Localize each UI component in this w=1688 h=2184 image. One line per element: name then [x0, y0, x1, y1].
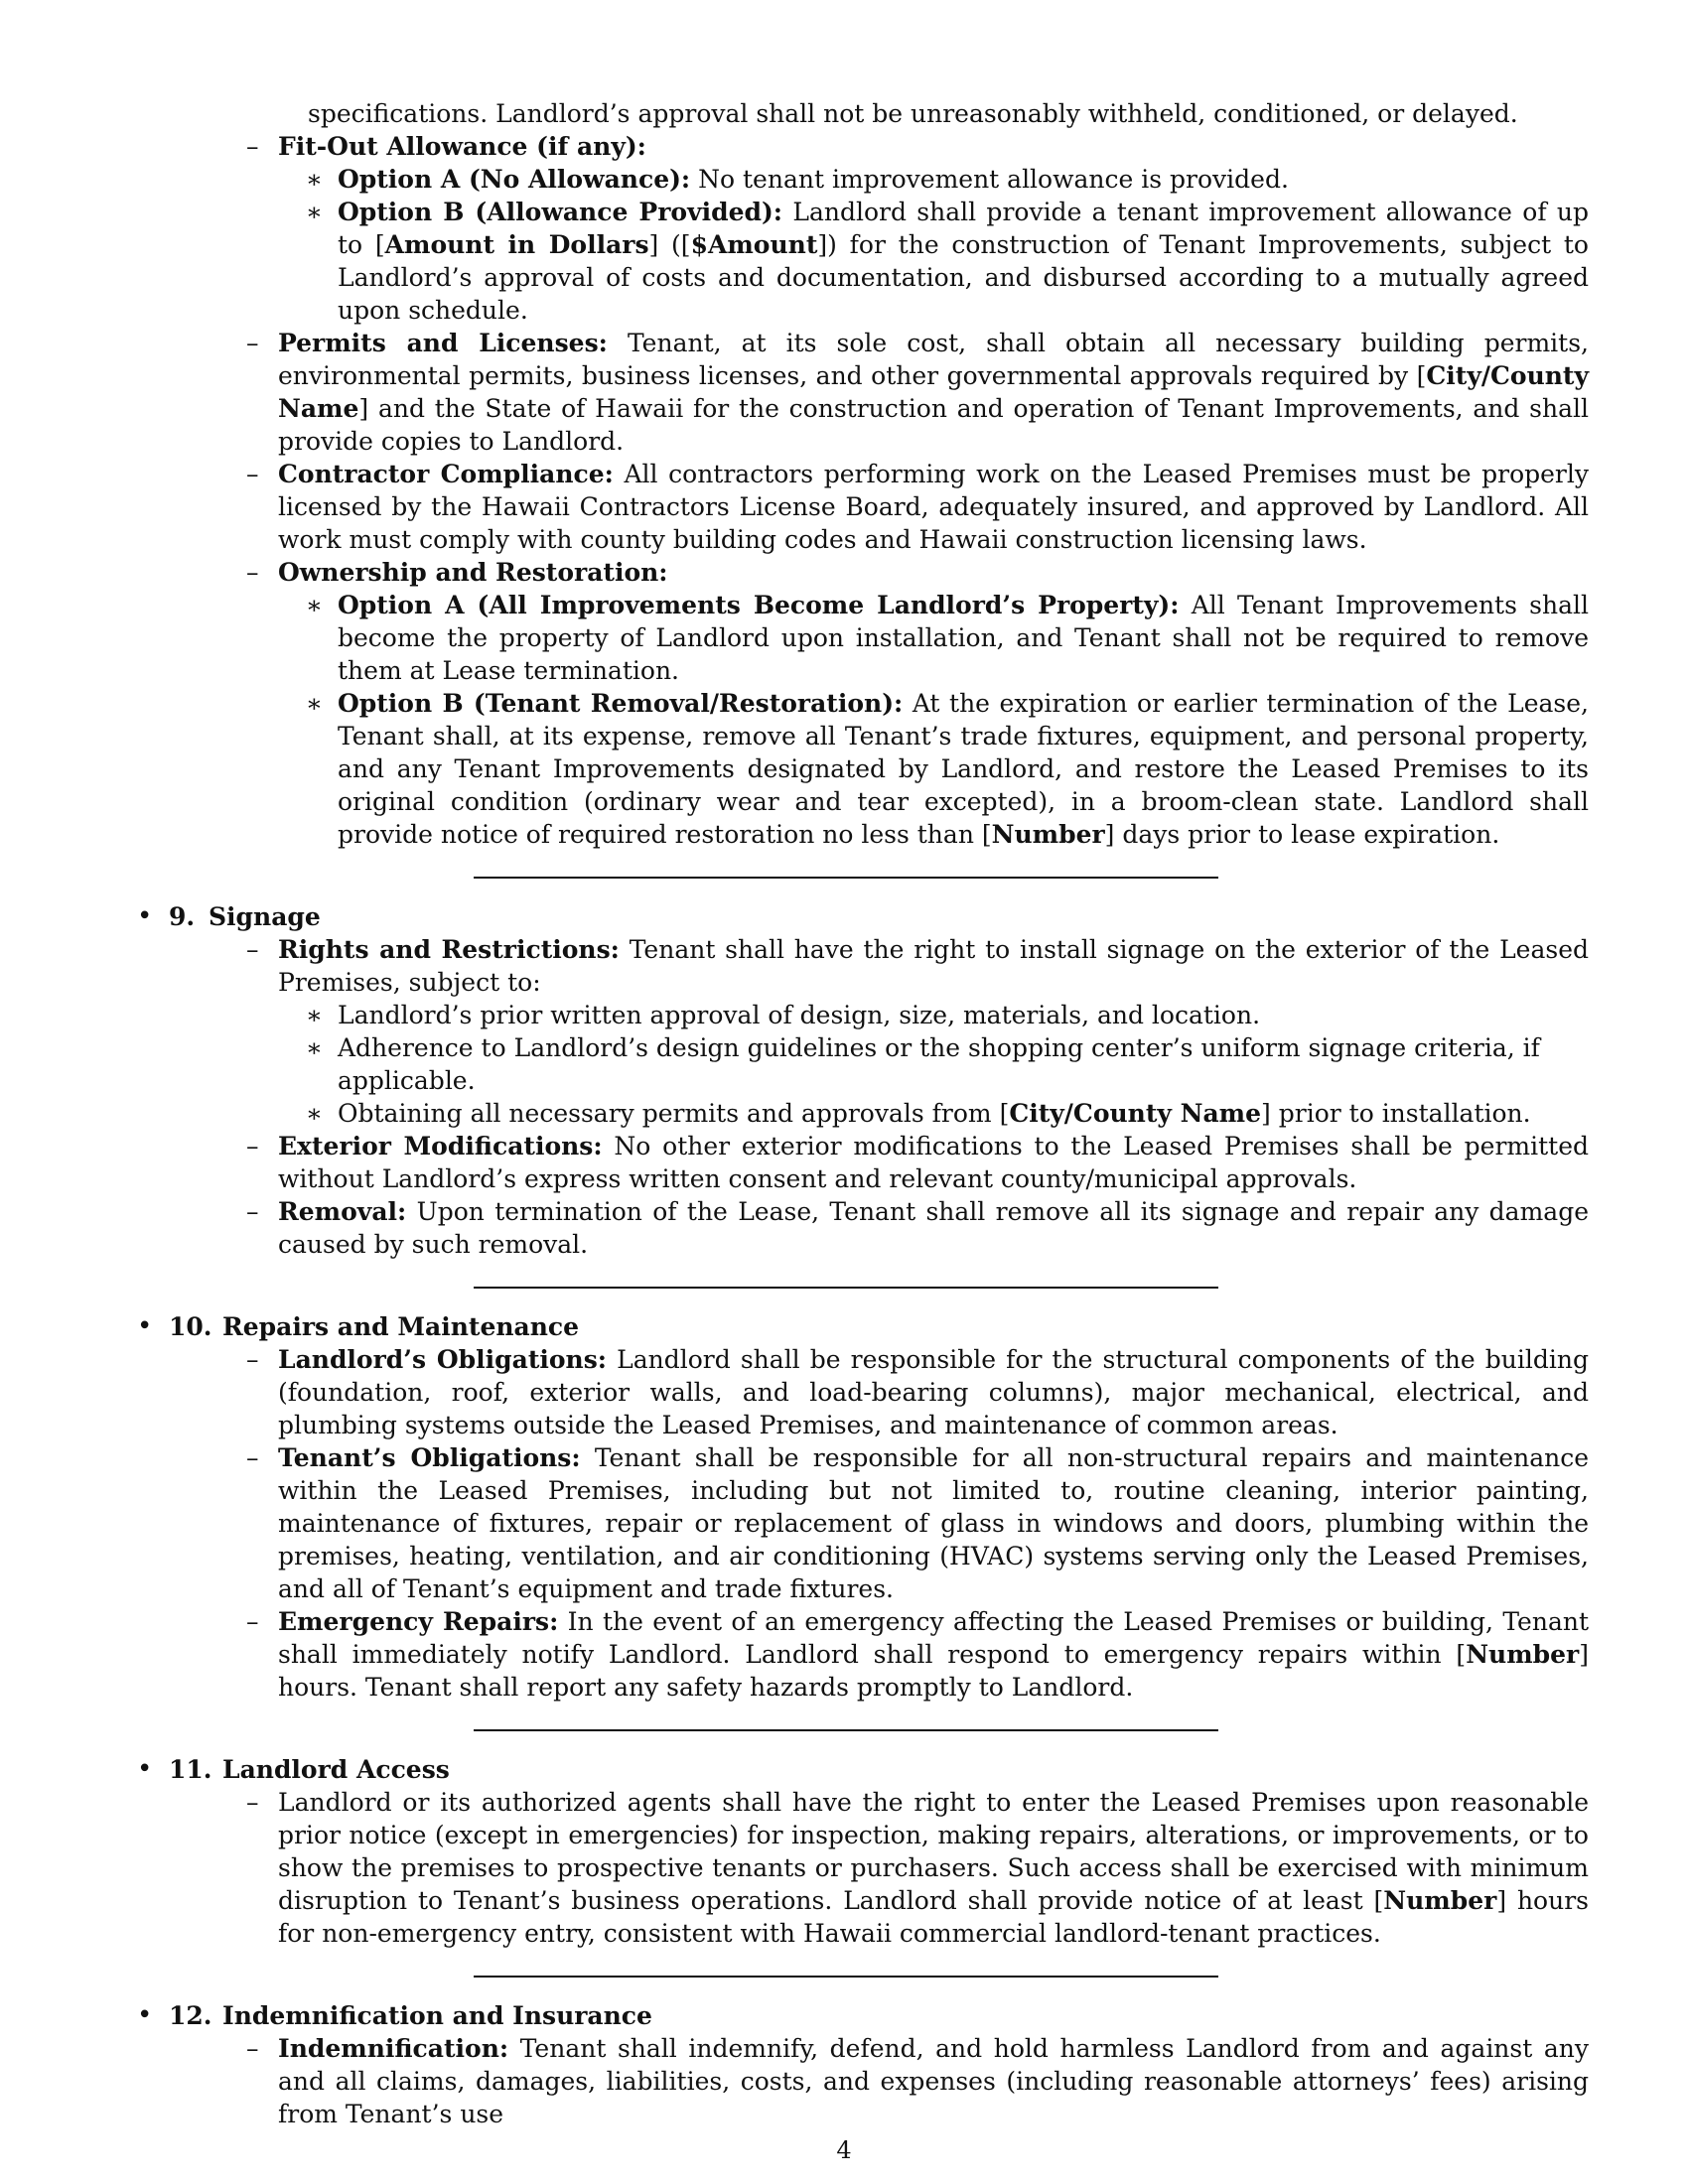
asterisk-marker: ∗ [306, 165, 323, 194]
item-label: Indemnification: [278, 2034, 509, 2063]
removal-item [149, 1195, 1589, 1261]
fitout-option-a [149, 163, 1589, 196]
section-title: Signage [209, 902, 321, 931]
item-text: Tenant shall indemnify, defend, and hold harmless Landlord from and against any and all claims, damages, liabilities, costs, and expenses (including reasonable attorneys’ fees) arising from Tenant’s use [278, 2034, 1589, 2128]
option-text: No tenant improvement allowance is provided. [698, 165, 1289, 194]
contractor-item [149, 458, 1589, 556]
section-number: 12. [169, 2001, 212, 2030]
dash-marker: – [246, 935, 259, 964]
tenant-obligations-item [149, 1441, 1589, 1605]
fitout-option-b [149, 196, 1589, 327]
placeholder-field: City/County Name [278, 361, 1589, 423]
section-title: Repairs and Maintenance [222, 1312, 580, 1341]
asterisk-marker: ∗ [306, 1099, 323, 1128]
bullet-marker: • [137, 1311, 153, 1341]
dash-marker: – [246, 2034, 259, 2063]
item-text: In the event of an emergency affecting the Leased Premises or building, Tenant shall immediately notify Landlord. Landlord shall respond to emergency repairs within [ [278, 1607, 1590, 1669]
signage-rights-item [149, 933, 1589, 999]
signage-bullet [149, 1097, 1589, 1130]
item-text: Landlord shall be responsible for the structural components of the building (foundation, roof, exterior walls, and load-bearing columns), major mechanical, electrical, and plumbing systems outside the Leased Premises, and maintenance of common areas. [278, 1345, 1590, 1439]
placeholder-field: $Amount [690, 230, 818, 259]
dash-marker: – [246, 558, 259, 587]
item-text: ] and the State of Hawaii for the construction and operation of Tenant Improvements, and shall provide copies to Landlord. [278, 394, 1589, 456]
bullet-text: Landlord’s prior written approval of design, size, materials, and location. [338, 1001, 1261, 1029]
dash-marker: – [246, 1788, 259, 1817]
asterisk-marker: ∗ [306, 1033, 323, 1062]
placeholder-field: City/County Name [1009, 1099, 1262, 1128]
exterior-mods-item [149, 1130, 1589, 1195]
item-label: Removal: [278, 1197, 407, 1226]
option-label: Option B (Allowance Provided): [338, 198, 783, 226]
dash-marker: – [246, 460, 259, 488]
dash-marker: – [246, 1197, 259, 1226]
item-label: Contractor Compliance: [278, 460, 614, 488]
continuation-text: specifications. Landlord’s approval shall not be unreasonably withheld, conditioned, or delayed. [308, 99, 1518, 128]
section-number: 10. [169, 1312, 212, 1341]
dash-marker: – [246, 329, 259, 357]
signage-bullet [149, 1031, 1589, 1097]
asterisk-marker: ∗ [306, 689, 323, 718]
option-text: At the expiration or earlier termination of the Lease, Tenant shall, at its expense, remove all Tenant’s trade fixtures, equipment, and personal property, and any Tenant Improvements designated by Landlord, and restore the Leased Premises to its original condition (ordinary wear and tear excepted), in a broom-clean state. Landlord shall provide notice of required restoration no less than [ [338, 689, 1589, 849]
item-label: Permits and Licenses: [278, 329, 608, 357]
section-10-heading [137, 1310, 1589, 1343]
emergency-repairs-item [149, 1605, 1589, 1704]
indemnification-item [149, 2032, 1589, 2130]
option-label: Option A (No Allowance): [338, 165, 691, 194]
document-body [137, 97, 1590, 2130]
section-number: 11. [169, 1755, 212, 1784]
permits-item [149, 327, 1589, 458]
section-title: Indemnification and Insurance [222, 2001, 652, 2030]
placeholder-field: Number [1383, 1886, 1497, 1915]
placeholder-field: Amount in Dollars [384, 230, 649, 259]
bullet-text: Obtaining all necessary permits and approvals from [ [338, 1099, 1010, 1128]
item-label: Landlord’s Obligations: [278, 1345, 608, 1374]
item-text: ] hours for non-emergency entry, consistent with Hawaii commercial landlord-tenant practices. [278, 1886, 1589, 1948]
placeholder-field: Number [991, 820, 1105, 849]
item-label: Ownership and Restoration: [278, 558, 668, 587]
ownership-option-b [149, 687, 1589, 851]
item-text: All contractors performing work on the Leased Premises must be properly licensed by the Hawaii Contractors License Board, adequately insured, and approved by Landlord. All work must comply with county building codes and Hawaii construction licensing laws. [278, 460, 1589, 554]
item-text: Tenant shall have the right to install signage on the exterior of the Leased Premises, subject to: [278, 935, 1589, 997]
item-text: No other exterior modifications to the Leased Premises shall be permitted without Landlord’s express written consent and relevant county/municipal approvals. [278, 1132, 1589, 1193]
asterisk-marker: ∗ [306, 198, 323, 226]
bullet-marker: • [137, 2000, 153, 2030]
option-text: Landlord shall provide a tenant improvement allowance of up to [ [338, 198, 1590, 259]
fitout-item [149, 130, 1589, 163]
ownership-item [149, 556, 1589, 589]
asterisk-marker: ∗ [306, 1001, 323, 1029]
item-label: Tenant’s Obligations: [278, 1443, 581, 1472]
item-label: Rights and Restrictions: [278, 935, 620, 964]
option-text: All Tenant Improvements shall become the property of Landlord upon installation, and Tenant shall not be required to remove them at Lease termination. [338, 591, 1589, 685]
option-text: ]) for the construction of Tenant Improvements, subject to Landlord’s approval of costs and documentation, and disbursed according to a mutually agreed upon schedule. [338, 230, 1589, 325]
item-text: Landlord or its authorized agents shall have the right to enter the Leased Premises upon reasonable prior notice (except in emergencies) for inspection, making repairs, alterations, or improvements, or to show the premises to prospective tenants or purchasers. Such access shall be exercised with minimum disruption to Tenant’s business operations. Landlord shall provide notice of at least [ [278, 1788, 1589, 1915]
ownership-option-a [149, 589, 1589, 687]
placeholder-field: Number [1466, 1640, 1580, 1669]
fitout-heading: Fit-Out Allowance (if any): [278, 132, 646, 161]
section-11-heading [137, 1753, 1589, 1786]
option-label: Option A (All Improvements Become Landlord’s Property): [338, 591, 1180, 619]
paragraph-continuation [149, 97, 1589, 130]
landlord-obligations-item [149, 1343, 1589, 1441]
asterisk-marker: ∗ [306, 591, 323, 619]
bullet-marker: • [137, 901, 153, 931]
bullet-text: ] prior to installation. [1261, 1099, 1531, 1128]
dash-marker: – [246, 1345, 259, 1374]
page-number: 4 [836, 2136, 852, 2164]
section-12-heading [137, 1999, 1589, 2032]
section-9-heading [137, 900, 1589, 933]
option-text: ] days prior to lease expiration. [1104, 820, 1500, 849]
item-text: Upon termination of the Lease, Tenant shall remove all its signage and repair any damage caused by such removal. [278, 1197, 1589, 1259]
dash-marker: – [246, 1443, 259, 1472]
option-text: ] ([ [648, 230, 691, 259]
item-label: Exterior Modifications: [278, 1132, 603, 1160]
bullet-text: Adherence to Landlord’s design guidelines or the shopping center’s uniform signage criteria, if applicable. [338, 1033, 1540, 1095]
signage-bullet [149, 999, 1589, 1031]
item-text: Tenant, at its sole cost, shall obtain all necessary building permits, environmental permits, business licenses, and other governmental approvals required by [ [278, 329, 1589, 390]
bullet-marker: • [137, 1754, 153, 1784]
dash-marker: – [246, 132, 259, 161]
item-text: ] hours. Tenant shall report any safety hazards promptly to Landlord. [278, 1640, 1589, 1702]
dash-marker: – [246, 1607, 259, 1636]
section-number: 9. [169, 902, 196, 931]
landlord-access-item [149, 1786, 1589, 1950]
section-title: Landlord Access [222, 1755, 450, 1784]
item-text: Tenant shall be responsible for all non-structural repairs and maintenance within the Leased Premises, including but not limited to, routine cleaning, interior painting, maintenance of fixtures, repair or replacement of glass in windows and doors, plumbing within the premises, heating, ventilation, and air conditioning (HVAC) systems serving only the Leased Premises, and all of Tenant’s equipment and trade fixtures. [278, 1443, 1589, 1603]
option-label: Option B (Tenant Removal/Restoration): [338, 689, 904, 718]
dash-marker: – [246, 1132, 259, 1160]
item-label: Emergency Repairs: [278, 1607, 559, 1636]
